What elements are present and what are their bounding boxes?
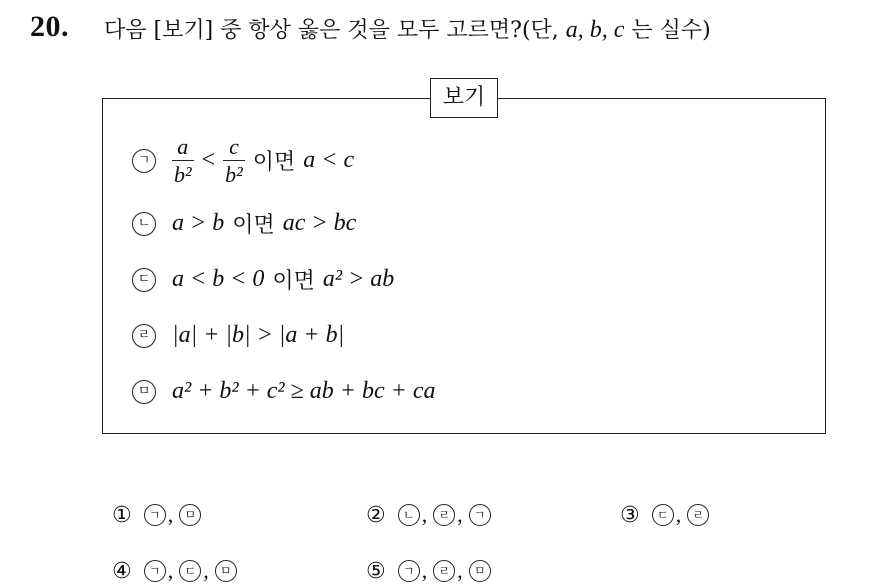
question-text-prefix: 다음 [보기] 중 항상 옳은 것을 모두 고르면?(단, (104, 18, 566, 43)
choice-number: ③ (620, 502, 640, 528)
separator: , (457, 502, 463, 527)
fraction-bar (223, 160, 245, 161)
choice-number: ⑤ (366, 558, 386, 584)
circled-marker: ㅁ (179, 504, 201, 526)
circled-marker: ㅁ (469, 560, 491, 582)
circled-marker-rieul: ㄹ (132, 324, 156, 348)
separator: , (457, 558, 463, 583)
fraction-c-over-b-squared (223, 135, 245, 186)
separator: , (675, 502, 682, 527)
question-text-suffix: 는 실수) (624, 18, 711, 43)
inequality-expression: a² + b² + c² ≥ ab + bc + ca (172, 378, 436, 404)
circled-marker: ㄹ (433, 504, 455, 526)
bogi-item-3 (132, 264, 394, 295)
circled-marker: ㄷ (179, 560, 201, 582)
bogi-box-title: 보기 (430, 78, 498, 118)
choice-number: ② (366, 502, 386, 528)
premise-expression: a > b (172, 210, 225, 236)
circled-marker: ㅁ (215, 560, 237, 582)
circled-marker: ㄱ (469, 504, 491, 526)
condition-word: 이면 (272, 269, 315, 294)
condition-word: 이면 (232, 213, 275, 238)
fraction-bar (172, 160, 194, 161)
answer-choice-4[interactable] (112, 558, 237, 584)
circled-marker-mieum: ㅁ (132, 380, 156, 404)
fraction-a-over-b-squared (172, 135, 194, 186)
fraction-denominator: b² (174, 162, 192, 188)
separator: , (167, 558, 174, 583)
bogi-item-1 (132, 135, 354, 186)
conclusion-expression: a < c (303, 147, 355, 174)
inequality-expression: |a| + |b| > |a + b| (172, 322, 345, 348)
choice-number: ① (112, 502, 132, 528)
question-variables: a, b, c (565, 17, 625, 43)
condition-word: 이면 (252, 150, 296, 176)
separator: , (167, 502, 174, 527)
fraction-numerator: a (177, 134, 189, 159)
separator: , (421, 558, 428, 583)
circled-marker: ㄴ (398, 504, 420, 526)
answer-choice-1[interactable] (112, 502, 201, 528)
premise-expression: a < b < 0 (172, 266, 265, 292)
circled-marker-digeut: ㄷ (132, 268, 156, 292)
circled-marker: ㄱ (144, 560, 166, 582)
fraction-denominator: b² (225, 162, 243, 188)
less-than-sign: < (201, 147, 216, 174)
circled-marker-giyeok: ㄱ (132, 149, 156, 173)
conclusion-expression: a² > ab (322, 266, 395, 292)
answer-choice-2[interactable] (366, 502, 491, 528)
circled-marker: ㄱ (144, 504, 166, 526)
bogi-item-4 (132, 322, 344, 349)
question-number: 20. (30, 10, 69, 43)
circled-marker: ㄹ (687, 504, 709, 526)
answer-choice-3[interactable] (620, 502, 709, 528)
separator: , (421, 502, 428, 527)
bogi-item-5 (132, 378, 436, 405)
separator: , (203, 558, 209, 583)
circled-marker: ㄷ (652, 504, 674, 526)
circled-marker-nieun: ㄴ (132, 212, 156, 236)
choice-number: ④ (112, 558, 132, 584)
circled-marker: ㄹ (433, 560, 455, 582)
question-text (104, 13, 711, 44)
conclusion-expression: ac > bc (282, 210, 357, 236)
answer-choice-5[interactable] (366, 558, 491, 584)
fraction-numerator: c (229, 134, 239, 159)
circled-marker: ㄱ (398, 560, 420, 582)
bogi-item-2 (132, 208, 356, 239)
